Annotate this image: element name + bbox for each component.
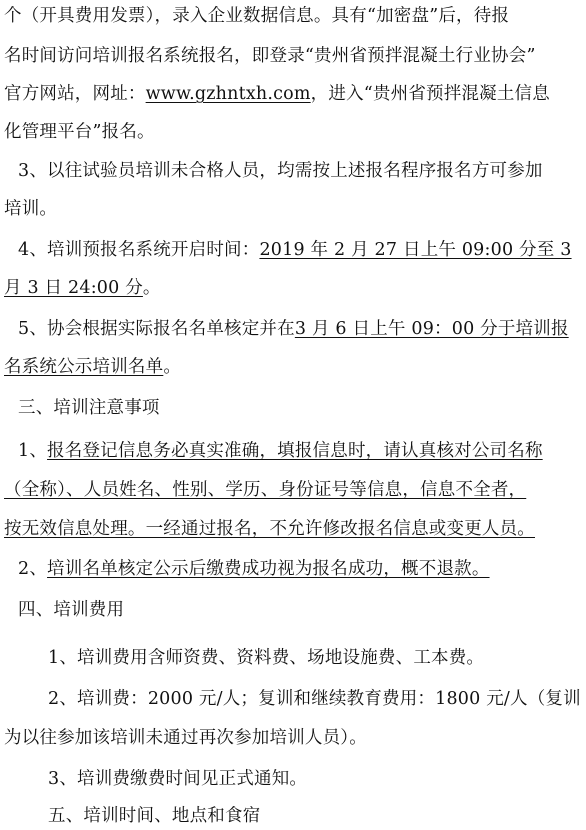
publication-time-underlined: 3 月 6 日上午 09：00 分于培训报 [294, 319, 569, 339]
section-heading: 四、培训费用 [18, 600, 125, 620]
text-segment: 。 [142, 278, 161, 298]
website-link[interactable]: www.gzhntxh.com [145, 84, 311, 104]
notice-underlined: （全称）、人员姓名、性别、学历、身份证号等信息，信息不全者， [4, 480, 527, 500]
fee-line: 为以往参加该培训未通过再次参加培训人员）。 [4, 728, 367, 748]
text-segment: 4、培训预报名系统开启时间： [18, 240, 260, 260]
fee-line: 1、培训费用含师资费、资料费、场地设施费、工本费。 [48, 648, 485, 668]
item-5-line [18, 317, 569, 341]
paragraph-line: 个（开具费用发票），录入企业数据信息。具有“加密盘”后，待报 [4, 6, 510, 26]
notice-2-line [18, 557, 490, 581]
notice-underlined: 按无效信息处理。一经通过报名，不允许修改报名信息或变更人员。 [4, 519, 535, 539]
text-segment: 官方网站，网址： [4, 84, 146, 104]
item-4-line [18, 238, 572, 262]
fee-line: 2、培训费：2000 元/人；复训和继续教育费用：1800 元/人（复训 [48, 689, 581, 709]
section-heading: 五、培训时间、地点和食宿 [48, 806, 261, 826]
item-4-line [4, 276, 161, 300]
notice-1-line [4, 478, 526, 502]
fee-line: 3、培训费缴费时间见正式通知。 [48, 769, 308, 789]
paragraph-line [4, 82, 550, 106]
paragraph-line: 化管理平台”报名。 [4, 122, 155, 142]
publication-time-underlined: 名系统公示培训名单 [4, 357, 164, 377]
item-5-line [4, 355, 181, 379]
text-segment: 2、 [18, 559, 48, 579]
section-heading: 三、培训注意事项 [18, 398, 160, 418]
text-segment: 5、协会根据实际报名名单核定并在 [18, 319, 295, 339]
registration-time-underlined: 月 3 日 24:00 分 [4, 278, 143, 298]
notice-1-line [18, 439, 543, 463]
text-segment: 1、 [18, 441, 48, 461]
notice-1-line [4, 517, 535, 541]
text-segment: 。 [163, 357, 182, 377]
paragraph-line: 名时间访问培训报名系统报名，即登录“贵州省预拌混凝土行业协会” [4, 46, 536, 66]
registration-time-underlined: 2019 年 2 月 27 日上午 09:00 分至 3 [259, 240, 572, 260]
item-3-line: 3、以往试验员培训未合格人员，均需按上述报名程序报名方可参加 [18, 161, 543, 181]
text-segment: ，进入“贵州省预拌混凝土信息 [310, 84, 550, 104]
item-3-line: 培训。 [4, 199, 58, 219]
notice-underlined: 报名登记信息务必真实准确，填报信息时，请认真核对公司名称 [47, 441, 543, 461]
notice-underlined: 培训名单核定公示后缴费成功视为报名成功，概不退款。 [47, 559, 490, 579]
